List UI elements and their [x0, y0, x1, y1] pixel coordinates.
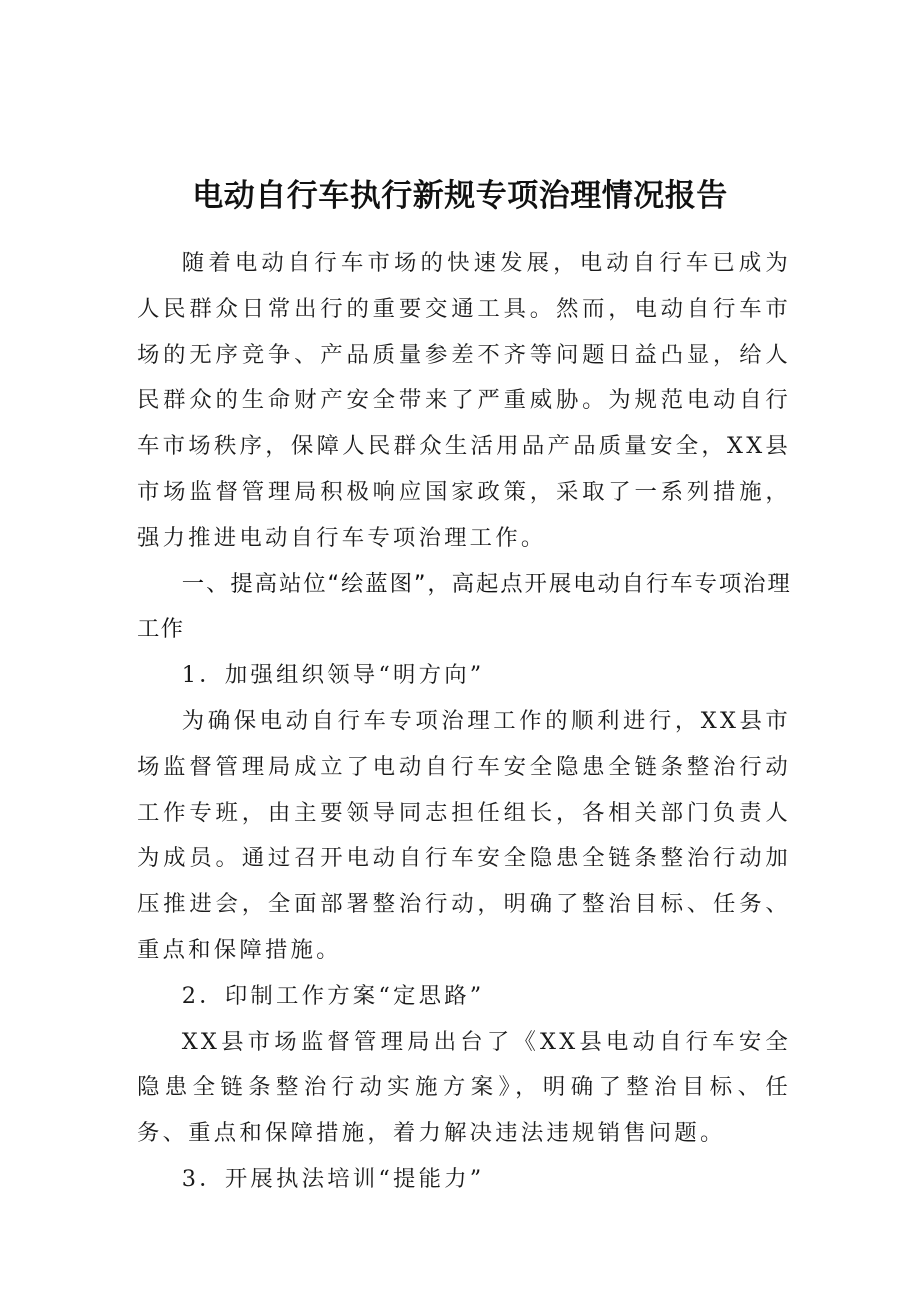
intro-paragraph: 随着电动自行车市场的快速发展，电动自行车已成为人民群众日常出行的重要交通工具。然而，电动自行车市场的无序竞争、产品质量参差不齐等问题日益凸显，给人民群众的生命财产安全带来了严重威胁。为规范电动自行车市场秩序，保障人民群众生活用品产品质量安全，XX县市场监督管理局积极响应国家政策，采取了一系列措施，强力推进电动自行车专项治理工作。 [137, 250, 791, 551]
item-1-body: 为确保电动自行车专项治理工作的顺利进行，XX县市场监督管理局成立了电动自行车安全隐患全链条整治行动工作专班，由主要领导同志担任组长，各相关部门负责人为成员。通过召开电动自行车安全隐患全链条整治行动加压推进会，全面部署整治行动，明确了整治目标、任务、重点和保障措施。 [137, 707, 791, 963]
item-3-heading: 3．开展执法培训“提能力” [181, 1165, 485, 1192]
item-1-heading: 1．加强组织领导“明方向” [181, 662, 485, 689]
document-body [137, 241, 791, 1203]
item-2-body: XX县市场监督管理局出台了《XX县电动自行车安全隐患全链条整治行动实施方案》，明确了整治目标、任务、重点和保障措施，着力解决违法违规销售问题。 [137, 1028, 791, 1147]
document-title: 电动自行车执行新规专项治理情况报告 [192, 178, 728, 214]
section-1-heading: 一、提高站位“绘蓝图”，高起点开展电动自行车专项治理工作 [137, 570, 791, 643]
item-2-heading: 2．印制工作方案“定思路” [181, 982, 485, 1009]
